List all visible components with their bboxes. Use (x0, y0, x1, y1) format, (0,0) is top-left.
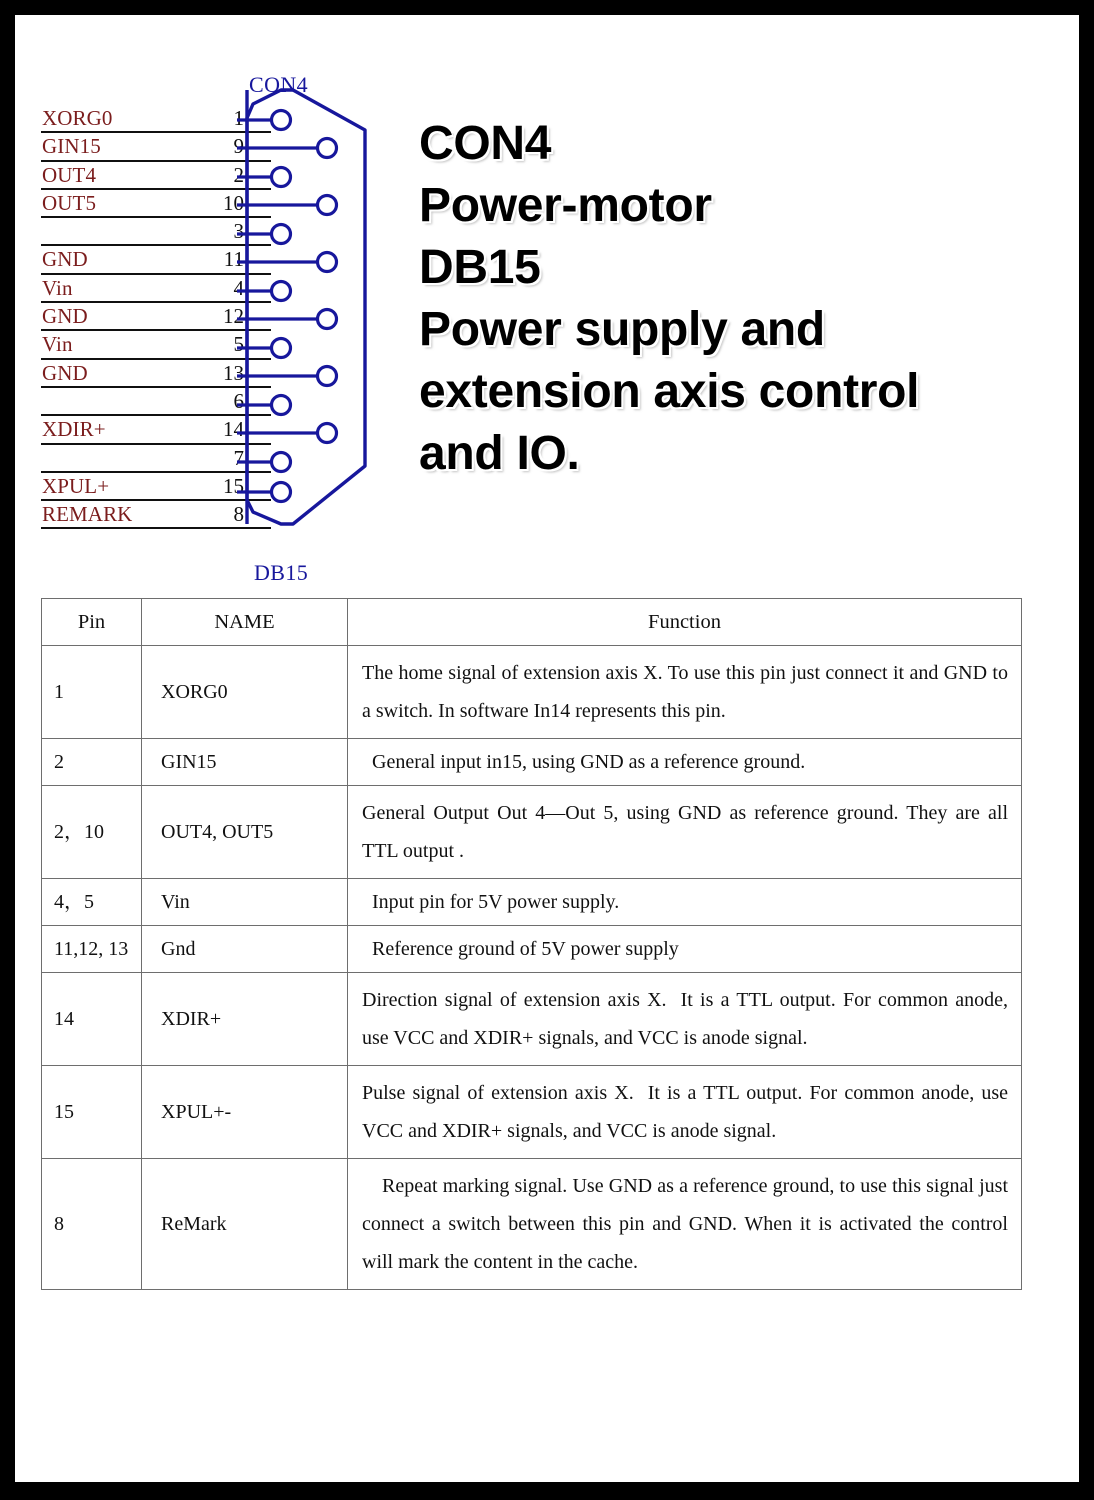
cell-function: Repeat marking signal. Use GND as a reference ground, to use this signal just connect a switch between this pin and GND. When it is activated the control will mark the content in the cache. (348, 1159, 1022, 1290)
db15-connector-outline (237, 60, 397, 580)
pin-signal-name: GND (42, 360, 88, 385)
cell-function: General input in15, using GND as a reference ground. (348, 739, 1022, 786)
pin-signal-name: XPUL+ (42, 473, 110, 498)
connector-bottom-label: DB15 (254, 560, 309, 585)
pin-number: 1 (233, 106, 244, 130)
cell-name: ReMark (142, 1159, 348, 1290)
pin-signal-name: REMARK (42, 502, 133, 527)
db15-pinout-diagram (41, 60, 371, 585)
pin-number: 3 (233, 219, 244, 244)
pin-signal-name: Vin (42, 332, 73, 357)
cell-pin: 2，10 (42, 786, 142, 879)
pin-signal-name: Vin (42, 275, 73, 300)
connector-diagram-section (15, 15, 1079, 585)
pin-number: 2 (233, 162, 244, 187)
cell-pin: 8 (42, 1159, 142, 1290)
title-line-3: DB15 (419, 241, 541, 294)
cell-function: Input pin for 5V power supply. (348, 879, 1022, 926)
column-header-pin: Pin (42, 599, 142, 646)
cell-function: The home signal of extension axis X. To use this pin just connect it and GND to a switch. In software In14 represents this pin. (348, 646, 1022, 739)
document-page (15, 15, 1079, 1482)
cell-name: GIN15 (142, 739, 348, 786)
pin-number: 6 (233, 388, 244, 413)
cell-pin: 14 (42, 973, 142, 1066)
table-row (42, 1159, 1022, 1290)
table-row (42, 879, 1022, 926)
cell-name: Gnd (142, 926, 348, 973)
cell-function (348, 1066, 1022, 1159)
pin-signal-name: GND (42, 304, 88, 329)
title-line-1: CON4 (419, 117, 552, 170)
cell-name: XDIR+ (142, 973, 348, 1066)
pin-function-table (41, 598, 1022, 1290)
title-block (419, 113, 1049, 485)
cell-pin: 4，5 (42, 879, 142, 926)
pin-number: 13 (223, 360, 244, 385)
cell-name: Vin (142, 879, 348, 926)
pin-signal-name: OUT5 (42, 190, 97, 215)
pin-number: 11 (223, 247, 244, 272)
column-header-name: NAME (142, 599, 348, 646)
connector-shell-path (247, 90, 365, 524)
cell-pin: 15 (42, 1066, 142, 1159)
pin-signal-name: OUT4 (42, 162, 97, 187)
pin-signal-name: XDIR+ (42, 417, 106, 442)
pin-number: 5 (233, 332, 244, 357)
title-line-4: Power supply and (419, 303, 825, 356)
table-row (42, 786, 1022, 879)
cell-pin: 1 (42, 646, 142, 739)
cell-function: Reference ground of 5V power supply (348, 926, 1022, 973)
pin-number: 9 (233, 134, 244, 159)
pin-signal-name: GND (42, 247, 88, 272)
cell-function-part-a: Direction signal of extension axis X. (362, 989, 667, 1011)
pin-number: 12 (223, 304, 244, 329)
cell-function-part-a: Pulse signal of extension axis X. (362, 1082, 634, 1104)
pin-signal-name: XORG0 (42, 106, 113, 130)
table-row (42, 926, 1022, 973)
cell-name: OUT4, OUT5 (142, 786, 348, 879)
pin-number: 15 (223, 473, 244, 498)
cell-pin: 2 (42, 739, 142, 786)
table-row (42, 739, 1022, 786)
table-header-row (42, 599, 1022, 646)
pin-number: 7 (233, 445, 244, 470)
cell-function-part-b: It is a TTL output. For common anode, use VCC and XDIR+ signals, and VCC is anode signal. (362, 1082, 1008, 1142)
connector-top-label: CON4 (249, 72, 309, 97)
cell-function (348, 973, 1022, 1066)
cell-name: XPUL+- (142, 1066, 348, 1159)
table-row (42, 973, 1022, 1066)
connector-pin-column-odd (237, 111, 291, 502)
title-line-6: and IO. (419, 427, 580, 480)
title-line-5: extension axis control (419, 365, 920, 418)
table-row (42, 1066, 1022, 1159)
cell-function-part-b: It is a TTL output. For common anode, use VCC and XDIR+ signals, and VCC is anode signal. (362, 989, 1008, 1049)
title-line-2: Power-motor (419, 179, 712, 232)
pin-signal-name: GIN15 (42, 134, 101, 159)
table-row (42, 646, 1022, 739)
pin-number: 10 (223, 190, 244, 215)
pin-number: 4 (233, 275, 244, 300)
cell-pin: 11,12, 13 (42, 926, 142, 973)
pin-number: 8 (233, 502, 244, 527)
cell-function: General Output Out 4—Out 5, using GND as reference ground. They are all TTL output . (348, 786, 1022, 879)
cell-name: XORG0 (142, 646, 348, 739)
column-header-function: Function (348, 599, 1022, 646)
pin-number: 14 (223, 417, 244, 442)
